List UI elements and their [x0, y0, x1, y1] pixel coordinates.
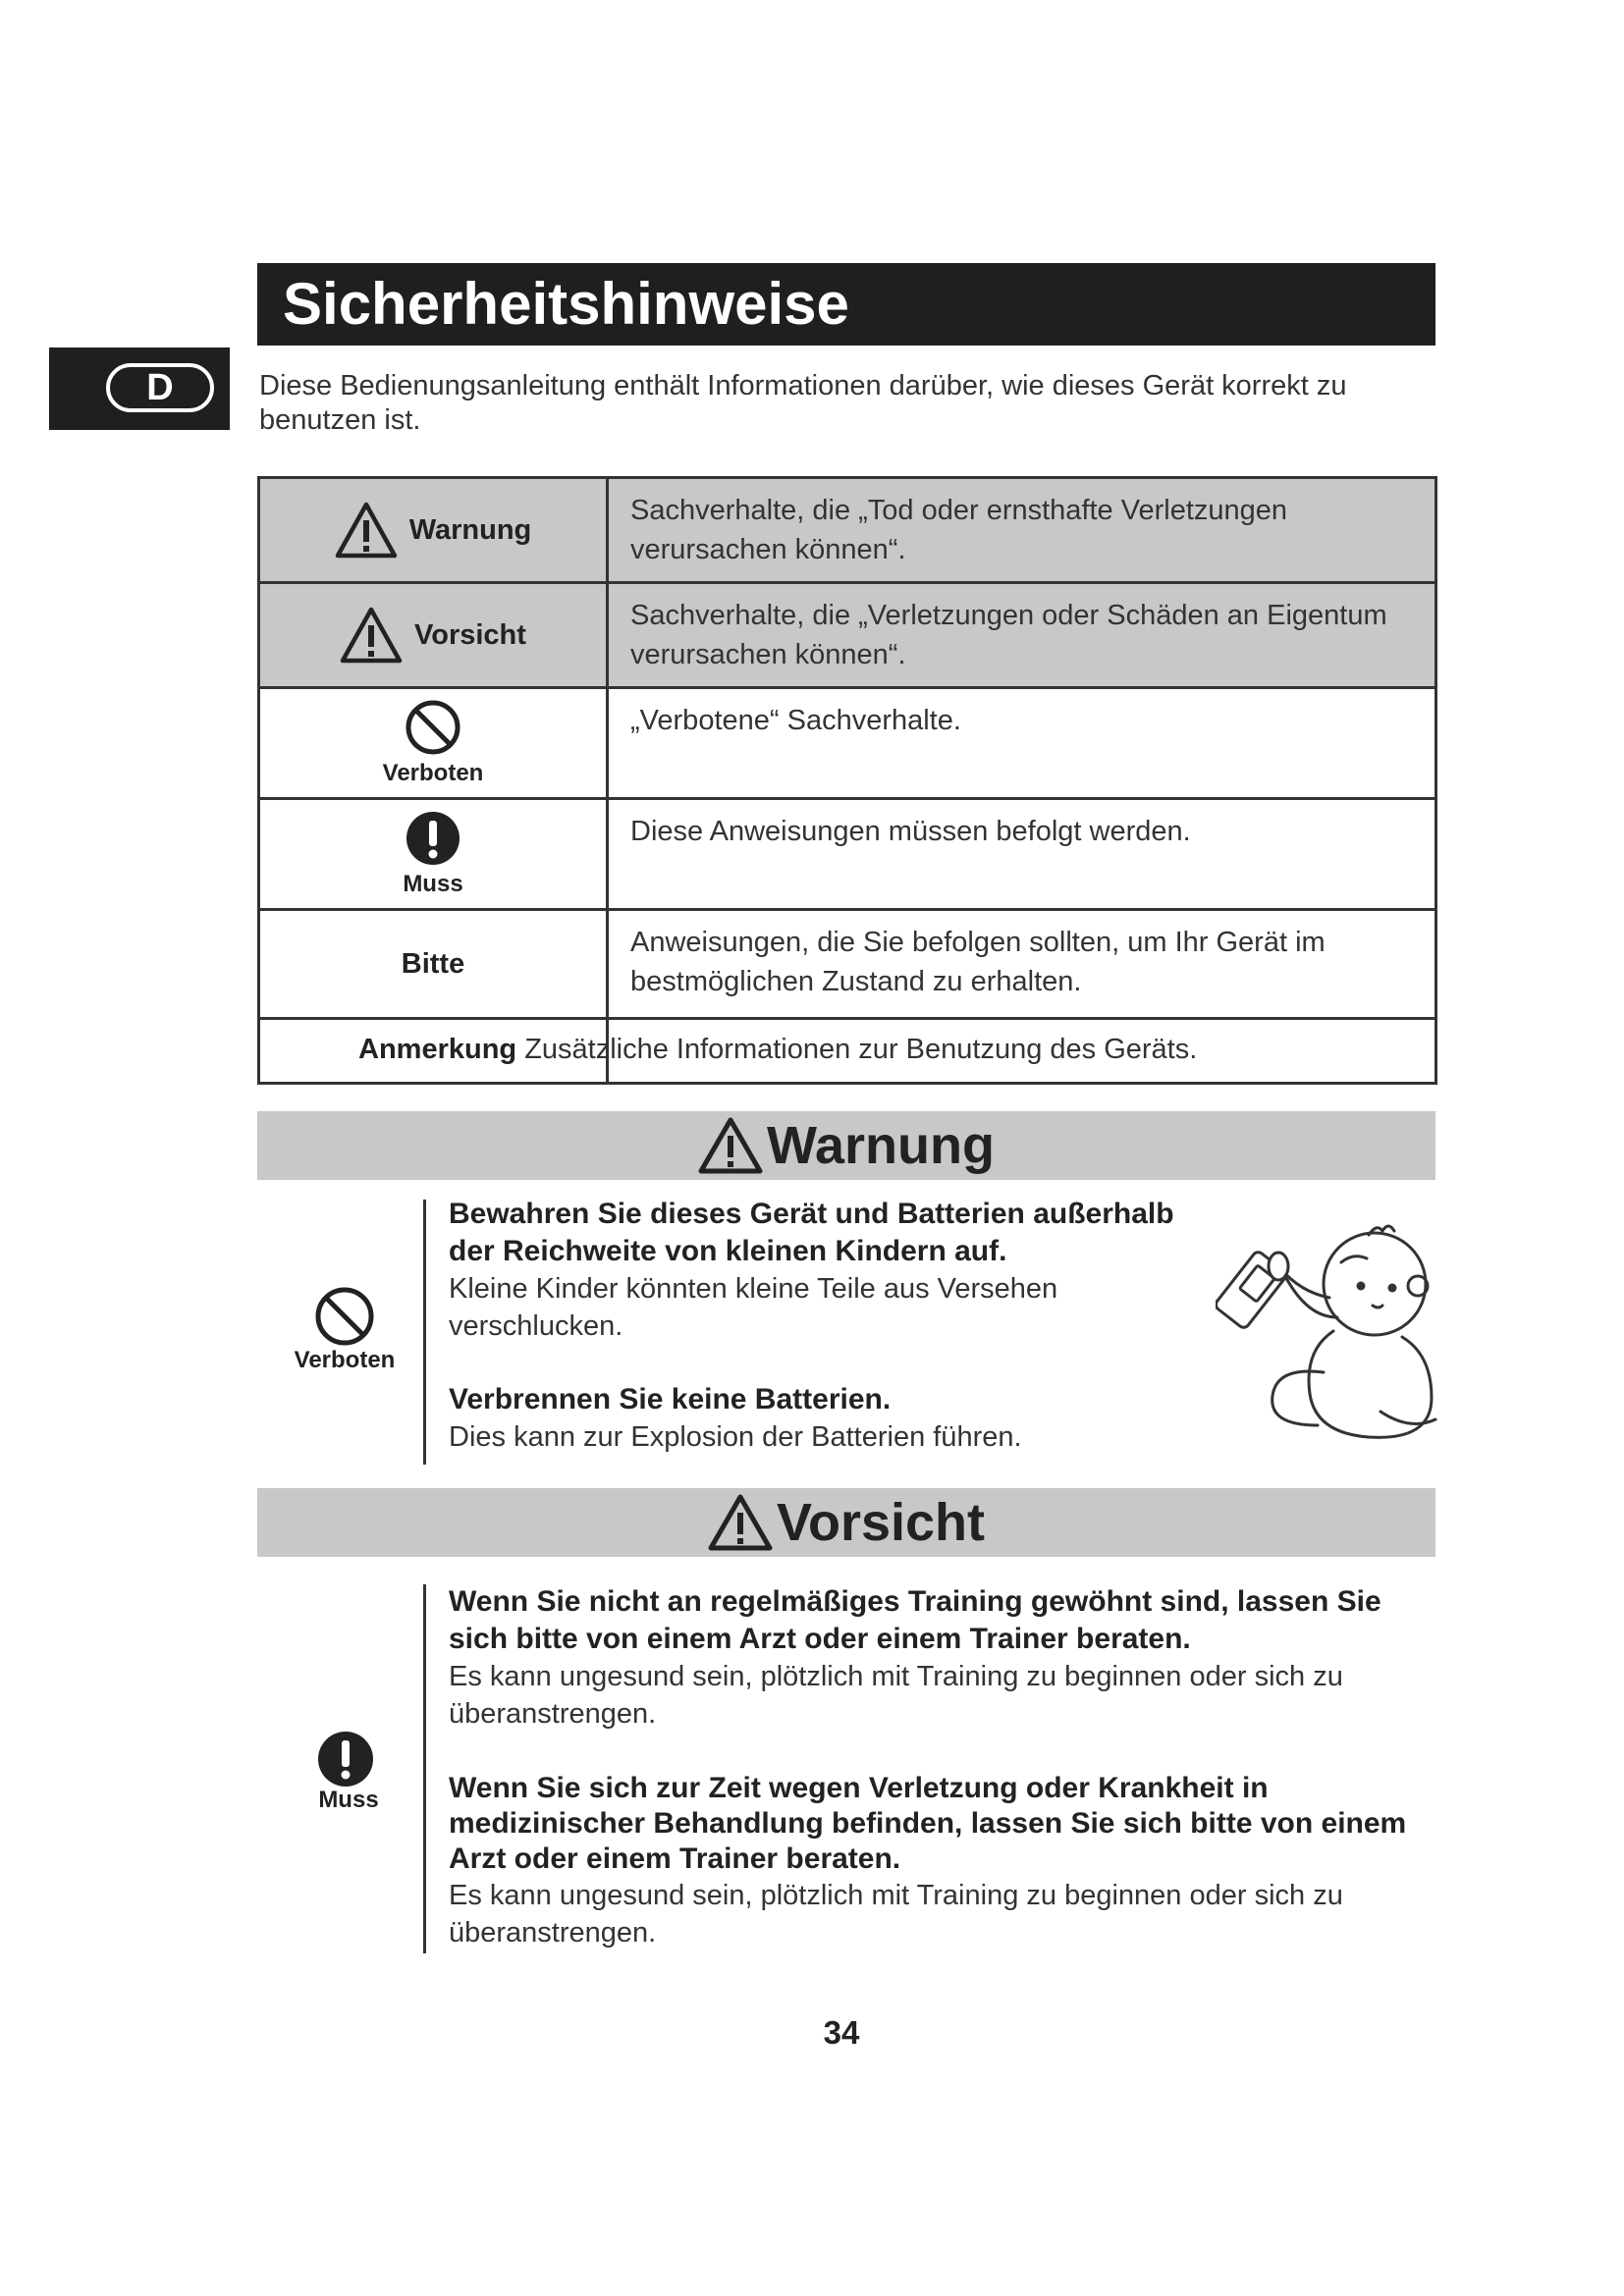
caution-item-heading: Wenn Sie sich zur Zeit wegen Verletzung oder Krankheit in medizinischer Behandlung befinden, lassen Sie sich bitte von einem Arzt oder einem Trainer beraten.: [449, 1772, 1407, 1875]
page-number: 34: [823, 2014, 860, 2051]
legend-row-please: [259, 910, 1436, 1019]
warning-item-2: [449, 1381, 1195, 1456]
caution-item-heading: Wenn Sie nicht an regelmäßiges Training gewöhnt sind, lassen Sie sich bitte von einem Arzt oder einem Trainer beraten.: [449, 1585, 1381, 1655]
warning-icon-label: Verboten: [294, 1347, 396, 1373]
caution-icon-label: Muss: [318, 1787, 379, 1813]
warning-item-1: [449, 1196, 1195, 1345]
caution-triangle-icon: [708, 1494, 773, 1551]
warning-divider-line: [423, 1200, 426, 1465]
legend-label: Muss: [403, 871, 463, 897]
legend-table: [257, 476, 1437, 1070]
prohibited-icon: [405, 699, 461, 756]
warning-prohibited-icon-wrap: [314, 1286, 375, 1352]
legend-description: Sachverhalte, die „Verletzungen oder Schäden an Eigentum verursachen können“.: [630, 600, 1387, 670]
legend-row-warning: [259, 478, 1436, 583]
legend-description: Anweisungen, die Sie befolgen sollten, um Ihr Gerät im bestmöglichen Zustand zu erhalten.: [630, 927, 1326, 997]
warning-item-body: Dies kann zur Explosion der Batterien führen.: [449, 1421, 1022, 1453]
legend-row-caution: [259, 583, 1436, 688]
legend-label: Bitte: [401, 947, 465, 980]
note-label: Anmerkung: [358, 1034, 517, 1065]
caution-item-body: Es kann ungesund sein, plötzlich mit Training zu beginnen oder sich zu überanstrengen.: [449, 1880, 1343, 1949]
mandatory-icon: [316, 1730, 375, 1789]
language-tab: [49, 347, 230, 430]
page-title: Sicherheitshinweise: [283, 271, 849, 337]
caution-triangle-icon: [340, 607, 403, 664]
legend-description: „Verbotene“ Sachverhalte.: [630, 705, 961, 736]
legend-description: Sachverhalte, die „Tod oder ernsthafte Verletzungen verursachen können“.: [630, 495, 1288, 565]
legend-label: Verboten: [382, 760, 484, 786]
legend-row-mandatory: [259, 799, 1436, 910]
legend-label: Vorsicht: [414, 618, 526, 651]
caution-mandatory-icon-wrap: [316, 1730, 377, 1793]
intro-text: Diese Bedienungsanleitung enthält Informationen darüber, wie dieses Gerät korrekt zu benutzen ist.: [259, 370, 1347, 436]
warning-section-bar: [257, 1111, 1435, 1180]
warning-triangle-icon: [698, 1117, 763, 1174]
caution-item-2: [449, 1771, 1411, 1951]
warning-triangle-icon: [335, 502, 398, 559]
legend-row-note: [259, 1019, 1436, 1084]
prohibited-icon: [314, 1286, 375, 1347]
caution-section-title: Vorsicht: [776, 1493, 986, 1552]
note-description: Zusätzliche Informationen zur Benutzung des Geräts.: [516, 1034, 1198, 1065]
caution-divider-line: [423, 1584, 426, 1953]
legend-description: Diese Anweisungen müssen befolgt werden.: [630, 816, 1191, 847]
language-badge: D: [106, 363, 214, 412]
caution-item-body: Es kann ungesund sein, plötzlich mit Training zu beginnen oder sich zu überanstrengen.: [449, 1661, 1343, 1730]
baby-with-device-illustration: [1216, 1215, 1441, 1451]
legend-row-prohibited: [259, 688, 1436, 799]
legend-label: Warnung: [408, 513, 532, 546]
mandatory-icon: [405, 810, 461, 867]
warning-item-heading: Verbrennen Sie keine Batterien.: [449, 1383, 892, 1415]
warning-section-title: Warnung: [767, 1116, 995, 1175]
caution-item-1: [449, 1583, 1411, 1733]
caution-section-bar: [257, 1488, 1435, 1557]
warning-item-body: Kleine Kinder könnten kleine Teile aus Versehen verschlucken.: [449, 1273, 1058, 1342]
note-text: [260, 1020, 1435, 1079]
title-bar: [257, 263, 1435, 346]
warning-item-heading: Bewahren Sie dieses Gerät und Batterien außerhalb der Reichweite von kleinen Kindern auf.: [449, 1198, 1174, 1267]
